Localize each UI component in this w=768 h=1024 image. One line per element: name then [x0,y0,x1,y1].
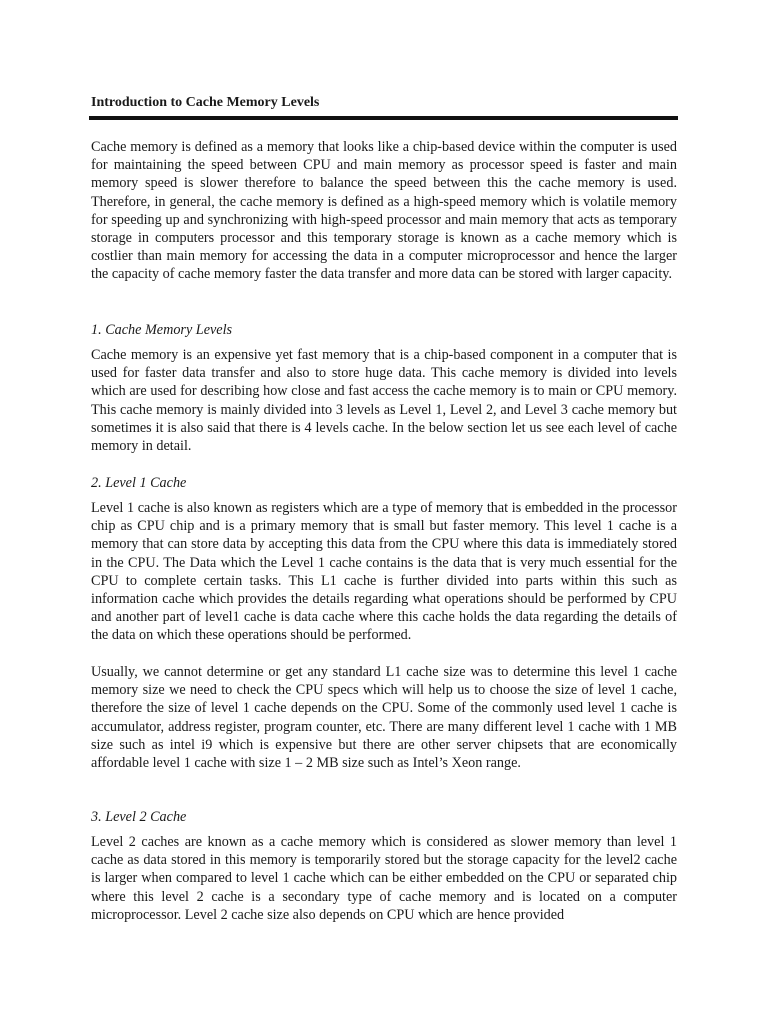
section-paragraph: Level 1 cache is also known as registers which are a type of memory that is embedded in the processor chip as CPU chip and is a primary memory that is small but faster memory. This level 1 cache is a memory that can store data by accepting this data from the CPU where this data is immediately stored in the CPU. The Data which the Level 1 cache contains is the data that is very much essential for the CPU to complete certain tasks. This L1 cache is further divided into parts within this such as information cache which provides the details regarding what operations should be performed by CPU and another part of level1 cache is data cache where this cache holds the data regarding the details of the data on which these operations should be performed. [91,500,677,644]
document-title: Introduction to Cache Memory Levels [91,95,320,110]
title-underline [89,116,678,120]
section-paragraph: Level 2 caches are known as a cache memory which is considered as slower memory than level 1 cache as data stored in this memory is temporarily stored but the storage capacity for the level2 cache is larger when compared to level 1 cache which can be either embedded on the CPU or separated chip where this level 2 cache is a secondary type of cache memory and is located on a computer microprocessor. Level 2 cache size also depends on CPU which are hence provided [91,834,677,923]
section-heading-level-1-cache: 2. Level 1 Cache [91,475,187,491]
section-heading-cache-memory-levels: 1. Cache Memory Levels [91,322,233,338]
section-heading-level-2-cache: 3. Level 2 Cache [91,809,187,825]
section-paragraph: Cache memory is an expensive yet fast memory that is a chip-based component in a computer that is used for faster data transfer and also to store huge data. This cache memory is divided into levels which are used for describing how close and fast access the cache memory is to main or CPU memory. This cache memory is mainly divided into 3 levels as Level 1, Level 2, and Level 3 cache memory but sometimes it is also said that there is 4 levels cache. In the below section let us see each level of cache memory in detail. [91,347,677,455]
intro-paragraph: Cache memory is defined as a memory that looks like a chip-based device within the computer is used for maintaining the speed between CPU and main memory as processor speed is faster and main memory speed is slower therefore to balance the speed between this the cache memory is used. Therefore, in general, the cache memory is defined as a high-speed memory which is volatile memory for speeding up and synchronizing with high-speed processor and main memory that acts as temporary storage in computers processor and this temporary storage is known as a cache memory which is costlier than main memory for accessing the data in a computer microprocessor and hence the larger the capacity of cache memory faster the data transfer and more data can be stored with larger capacity. [91,139,677,283]
section-paragraph: Usually, we cannot determine or get any standard L1 cache size was to determine this level 1 cache memory size we need to check the CPU specs which will help us to choose the size of level 1 cache, therefore the size of level 1 cache depends on the CPU. Some of the commonly used level 1 cache is accumulator, address register, program counter, etc. There are many different level 1 cache with 1 MB size such as intel i9 which is expensive but there are other server chipsets that are economically affordable level 1 cache with size 1 – 2 MB size such as Intel’s Xeon range. [91,664,677,772]
